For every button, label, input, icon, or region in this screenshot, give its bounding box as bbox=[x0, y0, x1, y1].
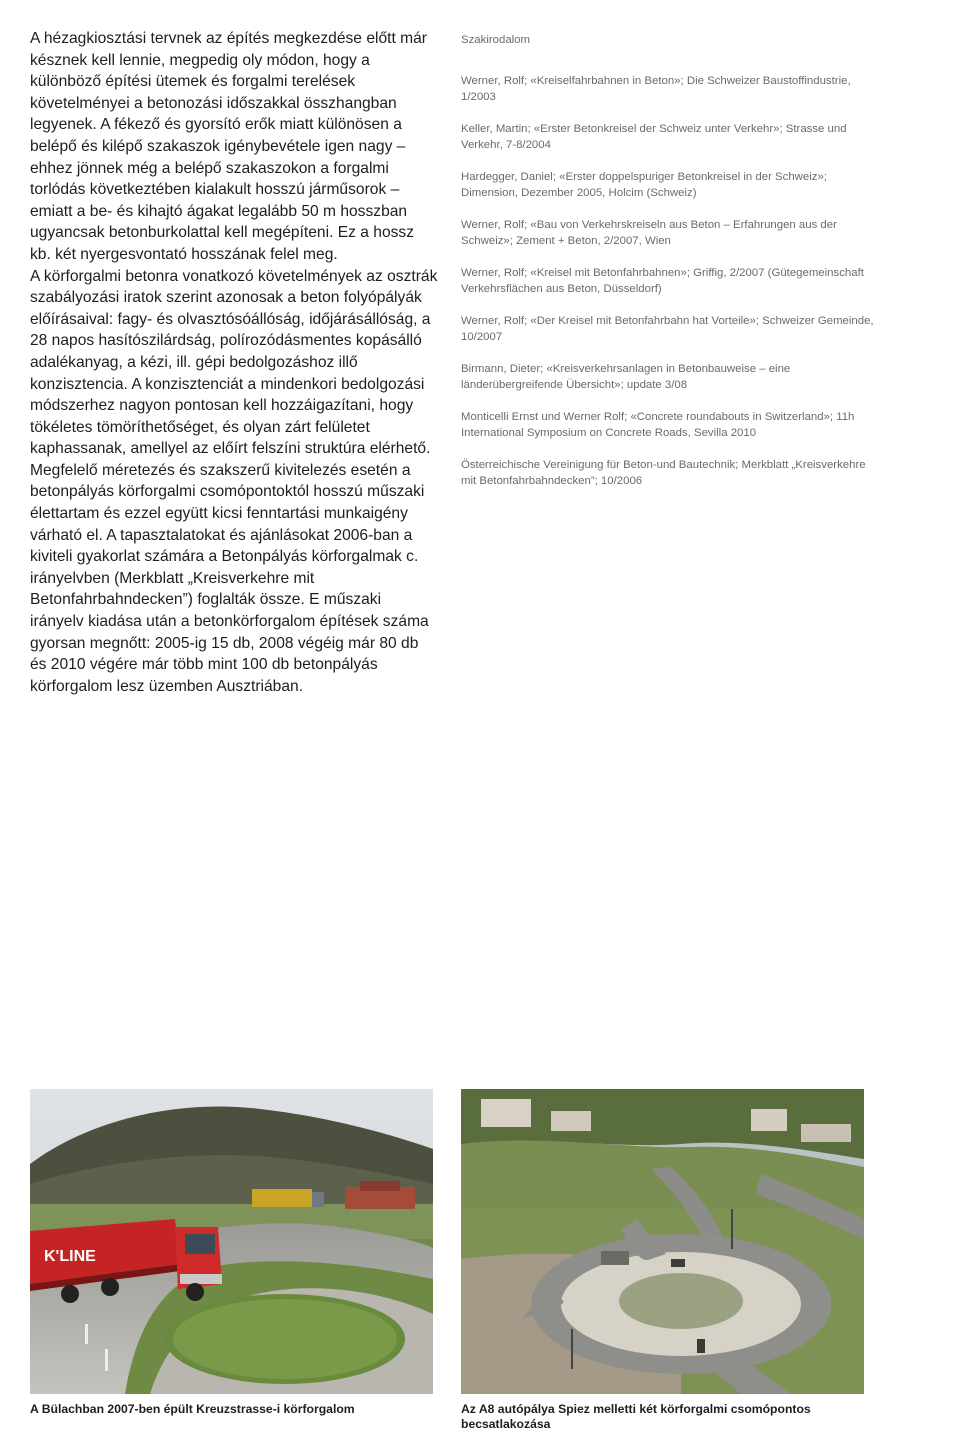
photo-spiez-roundabouts bbox=[461, 1089, 864, 1394]
reference-item: Österreichische Vereinigung für Beton-und Bautechnik; Merkblatt „Kreisverkehre mit Betonfahrbahndecken”; 10/2006 bbox=[461, 459, 866, 487]
references-heading: Szakirodalom bbox=[461, 34, 531, 46]
reference-item: Werner, Rolf; «Der Kreisel mit Betonfahrbahn hat Vorteile»; Schweizer Gemeinde, 10/2007 bbox=[461, 315, 874, 343]
aerial-roundabouts-illustration bbox=[461, 1089, 864, 1394]
body-paragraph-1: A hézagkiosztási tervnek az építés megkezdése előtt már késznek kell lennie, megpedig oly módon, hogy a különböző építési ütemek és forgalmi terelések követelményei a betonozási időszakkal összhangban legyenek. A fékező és gyorsító erők miatt különösen a belépő és kilépő szakaszok igénybevétele igen nagy – ehhez jönnek még a belépő szakaszokon a forgalmi torlódás következtében kialakult hosszú járműsorok – emiatt a be- és kihajtó ágakat legalább 50 m hosszban ugyancsak betonburkolattal kell megépíteni. Ez a hossz kb. két nyergesvontató hosszának felel meg. bbox=[30, 30, 427, 263]
references-column bbox=[461, 32, 881, 505]
figure-caption-right: Az A8 autópálya Spiez melletti két körforgalmi csomópontos becsatlakozása bbox=[461, 1402, 811, 1431]
body-paragraph-2: A körforgalmi betonra vonatkozó követelmények az osztrák szabályozási iratok szerint azonosak a beton folyópályák előírásaival: fagy- és olvasztósóállóság, időjárásállóság, a 28 napos hasítószilárdság, polírozódásmentes kopásálló adalékanyag, a kézi, ill. gépi bedolgozáshoz illő konzisztencia. A konzisztenciát a mindenkori bedolgozási módszerhez nagyon pontosan kell hozzáigazítani, hogy tökéletes tömöríthetőséget, és olyan zárt felületet kaphassanak, amellyel az előírt felszíni struktúra elérhető. bbox=[30, 267, 438, 458]
reference-item: Keller, Martin; «Erster Betonkreisel der Schweiz unter Verkehr»; Strasse und Verkehr, 7-8/2004 bbox=[461, 123, 847, 151]
reference-item: Werner, Rolf; «Kreisel mit Betonfahrbahnen»; Griffig, 2/2007 (Gütegemeinschaft Verkehrsflächen aus Beton, Düsseldorf) bbox=[461, 267, 864, 295]
figure-caption-left: A Bülachban 2007-ben épült Kreuzstrasse-i körforgalom bbox=[30, 1402, 355, 1416]
reference-item: Birmann, Dieter; «Kreisverkehrsanlagen in Betonbauweise – eine länderübergreifende Übersicht»; update 3/08 bbox=[461, 363, 791, 391]
reference-item: Werner, Rolf; «Bau von Verkehrskreiseln aus Beton – Erfahrungen aus der Schweiz»; Zement + Beton, 2/2007, Wien bbox=[461, 219, 837, 247]
reference-item: Monticelli Ernst und Werner Rolf; «Concrete roundabouts in Switzerland»; 11h International Symposium on Concrete Roads, Sevilla 2010 bbox=[461, 411, 855, 439]
body-paragraph-3: Megfelelő méretezés és szakszerű kivitelezés esetén a betonpályás körforgalmi csomópontoktól hosszú műszaki élettartam és ezzel együtt kicsi fenntartási munkaigény várható el. A tapasztalatokat és ajánlásokat 2006-ban a kiviteli gyakorlat számára a Betonpályás körforgalmak c. irányelvben (Merkblatt „Kreisverkehre mit Betonfahrbahndecken”) foglalták össze. E műszaki irányelv kiadása után a betonkörforgalom építések száma gyorsan megnőtt: 2005-ig 15 db, 2008 végéig már 80 db és 2010 végére már több mint 100 db betonpályás körforgalom lesz üzemben Ausztriában. bbox=[30, 461, 429, 695]
truck-logo-text: K'LINE bbox=[44, 1248, 96, 1265]
main-text-column bbox=[30, 28, 438, 697]
reference-item: Hardegger, Daniel; «Erster doppelspuriger Betonkreisel in der Schweiz»; Dimension, Dezember 2005, Holcim (Schweiz) bbox=[461, 171, 827, 199]
reference-item: Werner, Rolf; «Kreiselfahrbahnen in Beton»; Die Schweizer Baustoffindustrie, 1/2003 bbox=[461, 75, 851, 103]
roundabout-truck-illustration bbox=[30, 1089, 433, 1394]
photo-bulach-roundabout bbox=[30, 1089, 433, 1394]
